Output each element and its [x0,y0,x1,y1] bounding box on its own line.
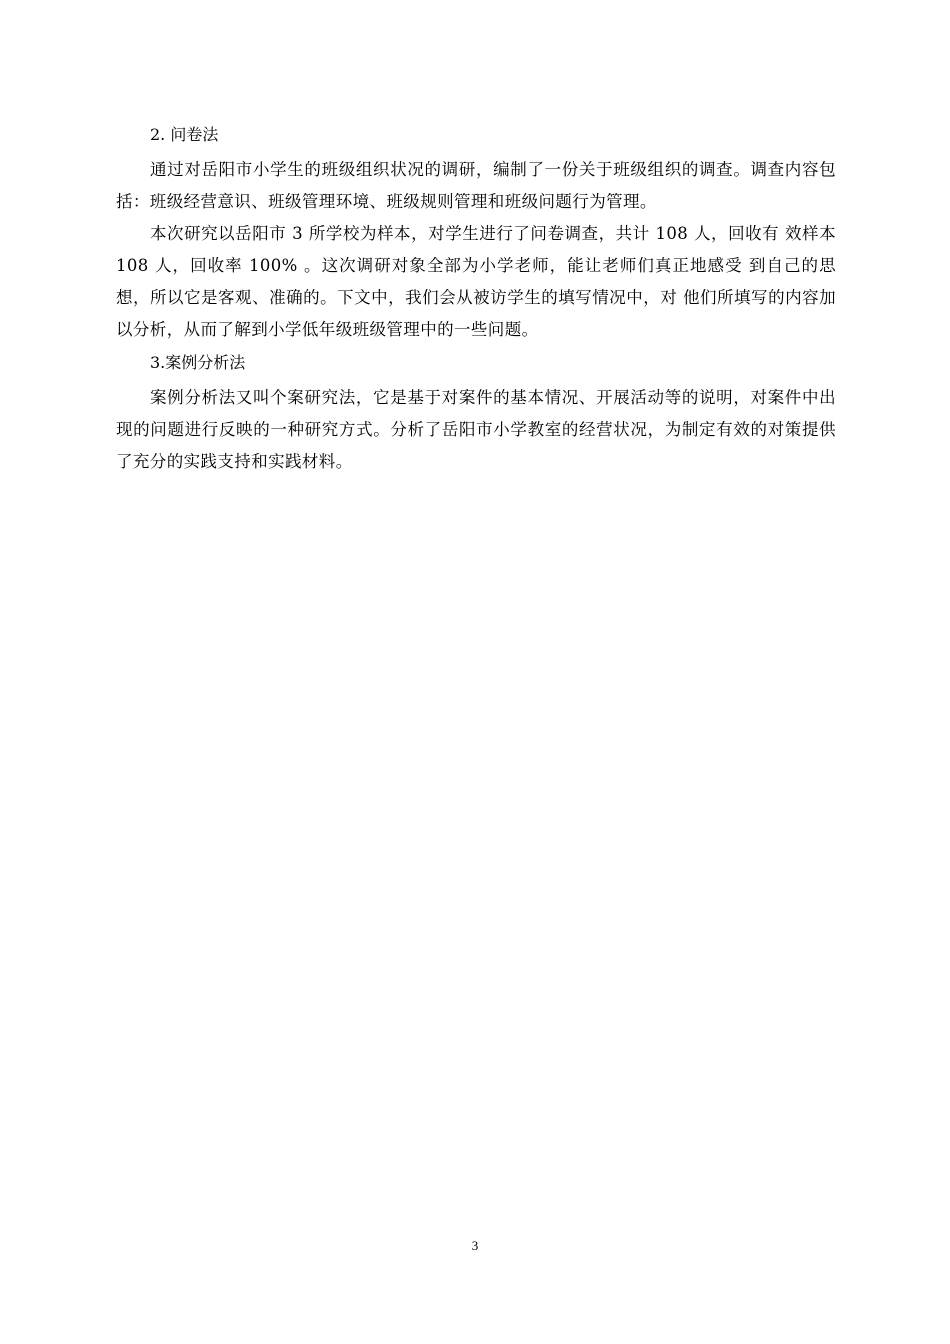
paragraph: 案例分析法又叫个案研究法，它是基于对案件的基本情况、开展活动等的说明，对案件中出现的问题进行反映的一种研究方式。分析了岳阳市小学教室的经营状况，为制定有效的对策提供了充分的实践支持和实践材料。 [116,388,836,471]
paragraph: 本次研究以岳阳市 3 所学校为样本，对学生进行了问卷调查，共计 108 人，回收有 效样本 108 人，回收率 100% 。这次调研对象全部为小学老师，能让老师们真正地感受 到自己的思想，所以它是客观、准确的。下文中，我们会从被访学生的填写情况中，对 他们所填写的内容加以分析，从而了解到小学低年级班级管理中的一些问题。 [116,224,836,339]
page-content [116,120,836,478]
section-heading: 2. 问卷法 [150,125,219,144]
section-heading: 3.案例分析法 [150,353,246,372]
page-number: 3 [471,1238,479,1253]
paragraph: 通过对岳阳市小学生的班级组织状况的调研，编制了一份关于班级组织的调查。调查内容包括：班级经营意识、班级管理环境、班级规则管理和班级问题行为管理。 [116,160,836,211]
section-questionnaire [116,120,836,346]
section-case-analysis [116,348,836,478]
